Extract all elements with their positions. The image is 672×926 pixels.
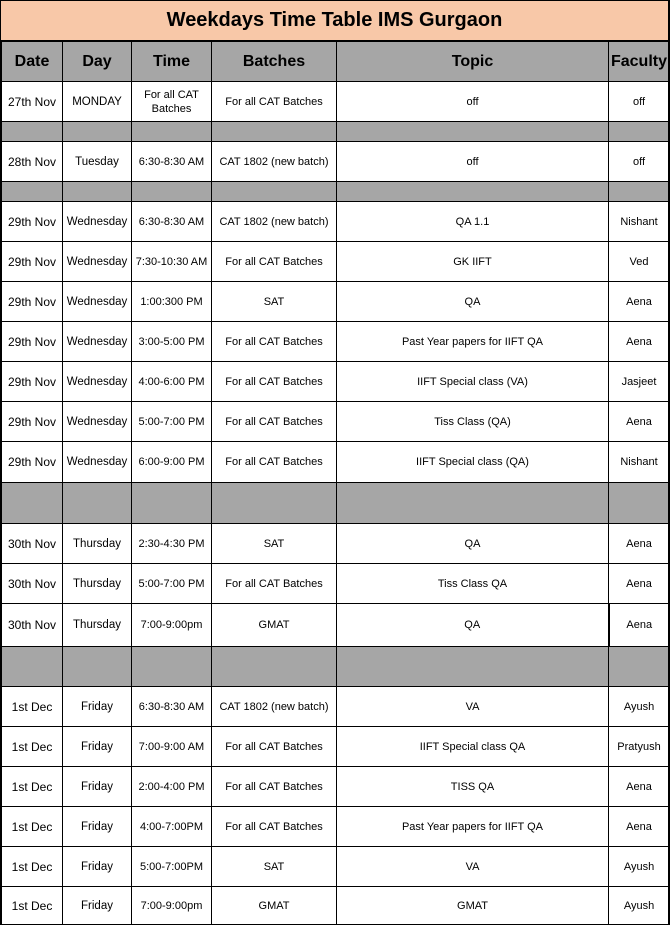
time-cell: 1:00:300 PM xyxy=(132,282,212,322)
batch-cell: For all CAT Batches xyxy=(212,767,337,807)
time-cell: 6:30-8:30 AM xyxy=(132,202,212,242)
topic-cell: IIFT Special class QA xyxy=(337,727,609,767)
table-row xyxy=(2,322,670,362)
table-row xyxy=(2,362,670,402)
separator-row xyxy=(2,122,670,142)
date-cell: 29th Nov xyxy=(2,362,63,402)
batch-cell: For all CAT Batches xyxy=(212,442,337,483)
separator-row xyxy=(2,182,670,202)
faculty-cell: Aena xyxy=(609,564,670,604)
batch-cell: CAT 1802 (new batch) xyxy=(212,687,337,727)
topic-cell: QA xyxy=(337,524,609,564)
date-cell: 1st Dec xyxy=(2,847,63,887)
faculty-cell: Nishant xyxy=(609,202,670,242)
time-cell: 2:30-4:30 PM xyxy=(132,524,212,564)
topic-cell: IIFT Special class (QA) xyxy=(337,442,609,483)
topic-cell: IIFT Special class (VA) xyxy=(337,362,609,402)
table-row xyxy=(2,282,670,322)
faculty-cell: Jasjeet xyxy=(609,362,670,402)
topic-cell: off xyxy=(337,142,609,182)
table-row xyxy=(2,767,670,807)
table-row xyxy=(2,202,670,242)
date-cell: 30th Nov xyxy=(2,564,63,604)
time-cell: 7:00-9:00 AM xyxy=(132,727,212,767)
time-cell: 6:30-8:30 AM xyxy=(132,142,212,182)
faculty-cell: Aena xyxy=(609,604,670,647)
time-cell: 7:30-10:30 AM xyxy=(132,242,212,282)
faculty-cell: off xyxy=(609,82,670,122)
table-row xyxy=(2,442,670,483)
faculty-cell: Ayush xyxy=(609,887,670,926)
time-cell: 3:00-5:00 PM xyxy=(132,322,212,362)
day-cell: Wednesday xyxy=(63,322,132,362)
faculty-cell: Aena xyxy=(609,282,670,322)
faculty-cell: Ayush xyxy=(609,847,670,887)
day-cell: Friday xyxy=(63,847,132,887)
faculty-cell: Ved xyxy=(609,242,670,282)
faculty-cell: Aena xyxy=(609,322,670,362)
table-row xyxy=(2,887,670,926)
header-row xyxy=(2,42,670,82)
batch-cell: For all CAT Batches xyxy=(212,322,337,362)
day-cell: Wednesday xyxy=(63,242,132,282)
date-cell: 28th Nov xyxy=(2,142,63,182)
time-cell: 4:00-6:00 PM xyxy=(132,362,212,402)
day-cell: Wednesday xyxy=(63,202,132,242)
topic-cell: QA xyxy=(337,604,609,647)
date-cell: 29th Nov xyxy=(2,442,63,483)
topic-cell: off xyxy=(337,82,609,122)
date-cell: 29th Nov xyxy=(2,202,63,242)
topic-cell: GMAT xyxy=(337,887,609,926)
page-title: Weekdays Time Table IMS Gurgaon xyxy=(1,1,668,41)
date-cell: 1st Dec xyxy=(2,687,63,727)
topic-cell: Tiss Class QA xyxy=(337,564,609,604)
date-cell: 29th Nov xyxy=(2,402,63,442)
day-cell: MONDAY xyxy=(63,82,132,122)
header-batches: Batches xyxy=(212,42,337,82)
batch-cell: GMAT xyxy=(212,887,337,926)
batch-cell: CAT 1802 (new batch) xyxy=(212,202,337,242)
topic-cell: VA xyxy=(337,847,609,887)
time-cell: 7:00-9:00pm xyxy=(132,604,212,647)
table-row xyxy=(2,82,670,122)
batch-cell: CAT 1802 (new batch) xyxy=(212,142,337,182)
time-cell: 4:00-7:00PM xyxy=(132,807,212,847)
table-row xyxy=(2,727,670,767)
faculty-cell: off xyxy=(609,142,670,182)
day-cell: Wednesday xyxy=(63,402,132,442)
time-cell: For all CAT Batches xyxy=(132,82,212,122)
faculty-cell: Aena xyxy=(609,807,670,847)
topic-cell: QA xyxy=(337,282,609,322)
faculty-cell: Aena xyxy=(609,402,670,442)
table-row xyxy=(2,604,670,647)
topic-cell: GK IIFT xyxy=(337,242,609,282)
batch-cell: For all CAT Batches xyxy=(212,242,337,282)
time-cell: 5:00-7:00 PM xyxy=(132,402,212,442)
separator-row xyxy=(2,647,670,687)
faculty-cell: Ayush xyxy=(609,687,670,727)
table-row xyxy=(2,564,670,604)
faculty-cell: Pratyush xyxy=(609,727,670,767)
timetable xyxy=(1,41,670,925)
batch-cell: SAT xyxy=(212,282,337,322)
day-cell: Wednesday xyxy=(63,442,132,483)
date-cell: 1st Dec xyxy=(2,767,63,807)
topic-cell: Tiss Class (QA) xyxy=(337,402,609,442)
date-cell: 30th Nov xyxy=(2,604,63,647)
header-topic: Topic xyxy=(337,42,609,82)
day-cell: Thursday xyxy=(63,564,132,604)
topic-cell: Past Year papers for IIFT QA xyxy=(337,807,609,847)
table-row xyxy=(2,687,670,727)
table-row xyxy=(2,142,670,182)
date-cell: 1st Dec xyxy=(2,727,63,767)
time-cell: 2:00-4:00 PM xyxy=(132,767,212,807)
date-cell: 29th Nov xyxy=(2,322,63,362)
day-cell: Thursday xyxy=(63,604,132,647)
day-cell: Wednesday xyxy=(63,282,132,322)
table-row xyxy=(2,847,670,887)
batch-cell: For all CAT Batches xyxy=(212,727,337,767)
faculty-cell: Nishant xyxy=(609,442,670,483)
batch-cell: SAT xyxy=(212,524,337,564)
topic-cell: Past Year papers for IIFT QA xyxy=(337,322,609,362)
topic-cell: VA xyxy=(337,687,609,727)
date-cell: 1st Dec xyxy=(2,887,63,926)
table-row xyxy=(2,524,670,564)
day-cell: Friday xyxy=(63,767,132,807)
batch-cell: GMAT xyxy=(212,604,337,647)
batch-cell: For all CAT Batches xyxy=(212,564,337,604)
faculty-cell: Aena xyxy=(609,767,670,807)
table-row xyxy=(2,402,670,442)
day-cell: Friday xyxy=(63,887,132,926)
separator-row xyxy=(2,483,670,524)
day-cell: Wednesday xyxy=(63,362,132,402)
topic-cell: QA 1.1 xyxy=(337,202,609,242)
topic-cell: TISS QA xyxy=(337,767,609,807)
batch-cell: For all CAT Batches xyxy=(212,402,337,442)
date-cell: 27th Nov xyxy=(2,82,63,122)
day-cell: Friday xyxy=(63,727,132,767)
day-cell: Tuesday xyxy=(63,142,132,182)
time-cell: 5:00-7:00 PM xyxy=(132,564,212,604)
day-cell: Friday xyxy=(63,687,132,727)
time-cell: 5:00-7:00PM xyxy=(132,847,212,887)
time-cell: 6:30-8:30 AM xyxy=(132,687,212,727)
table-row xyxy=(2,807,670,847)
date-cell: 1st Dec xyxy=(2,807,63,847)
date-cell: 29th Nov xyxy=(2,282,63,322)
faculty-cell: Aena xyxy=(609,524,670,564)
table-row xyxy=(2,242,670,282)
day-cell: Thursday xyxy=(63,524,132,564)
batch-cell: For all CAT Batches xyxy=(212,82,337,122)
batch-cell: For all CAT Batches xyxy=(212,807,337,847)
header-day: Day xyxy=(63,42,132,82)
day-cell: Friday xyxy=(63,807,132,847)
batch-cell: For all CAT Batches xyxy=(212,362,337,402)
date-cell: 29th Nov xyxy=(2,242,63,282)
header-date: Date xyxy=(2,42,63,82)
header-time: Time xyxy=(132,42,212,82)
time-cell: 6:00-9:00 PM xyxy=(132,442,212,483)
header-faculty: Faculty xyxy=(609,42,670,82)
date-cell: 30th Nov xyxy=(2,524,63,564)
batch-cell: SAT xyxy=(212,847,337,887)
time-cell: 7:00-9:00pm xyxy=(132,887,212,926)
